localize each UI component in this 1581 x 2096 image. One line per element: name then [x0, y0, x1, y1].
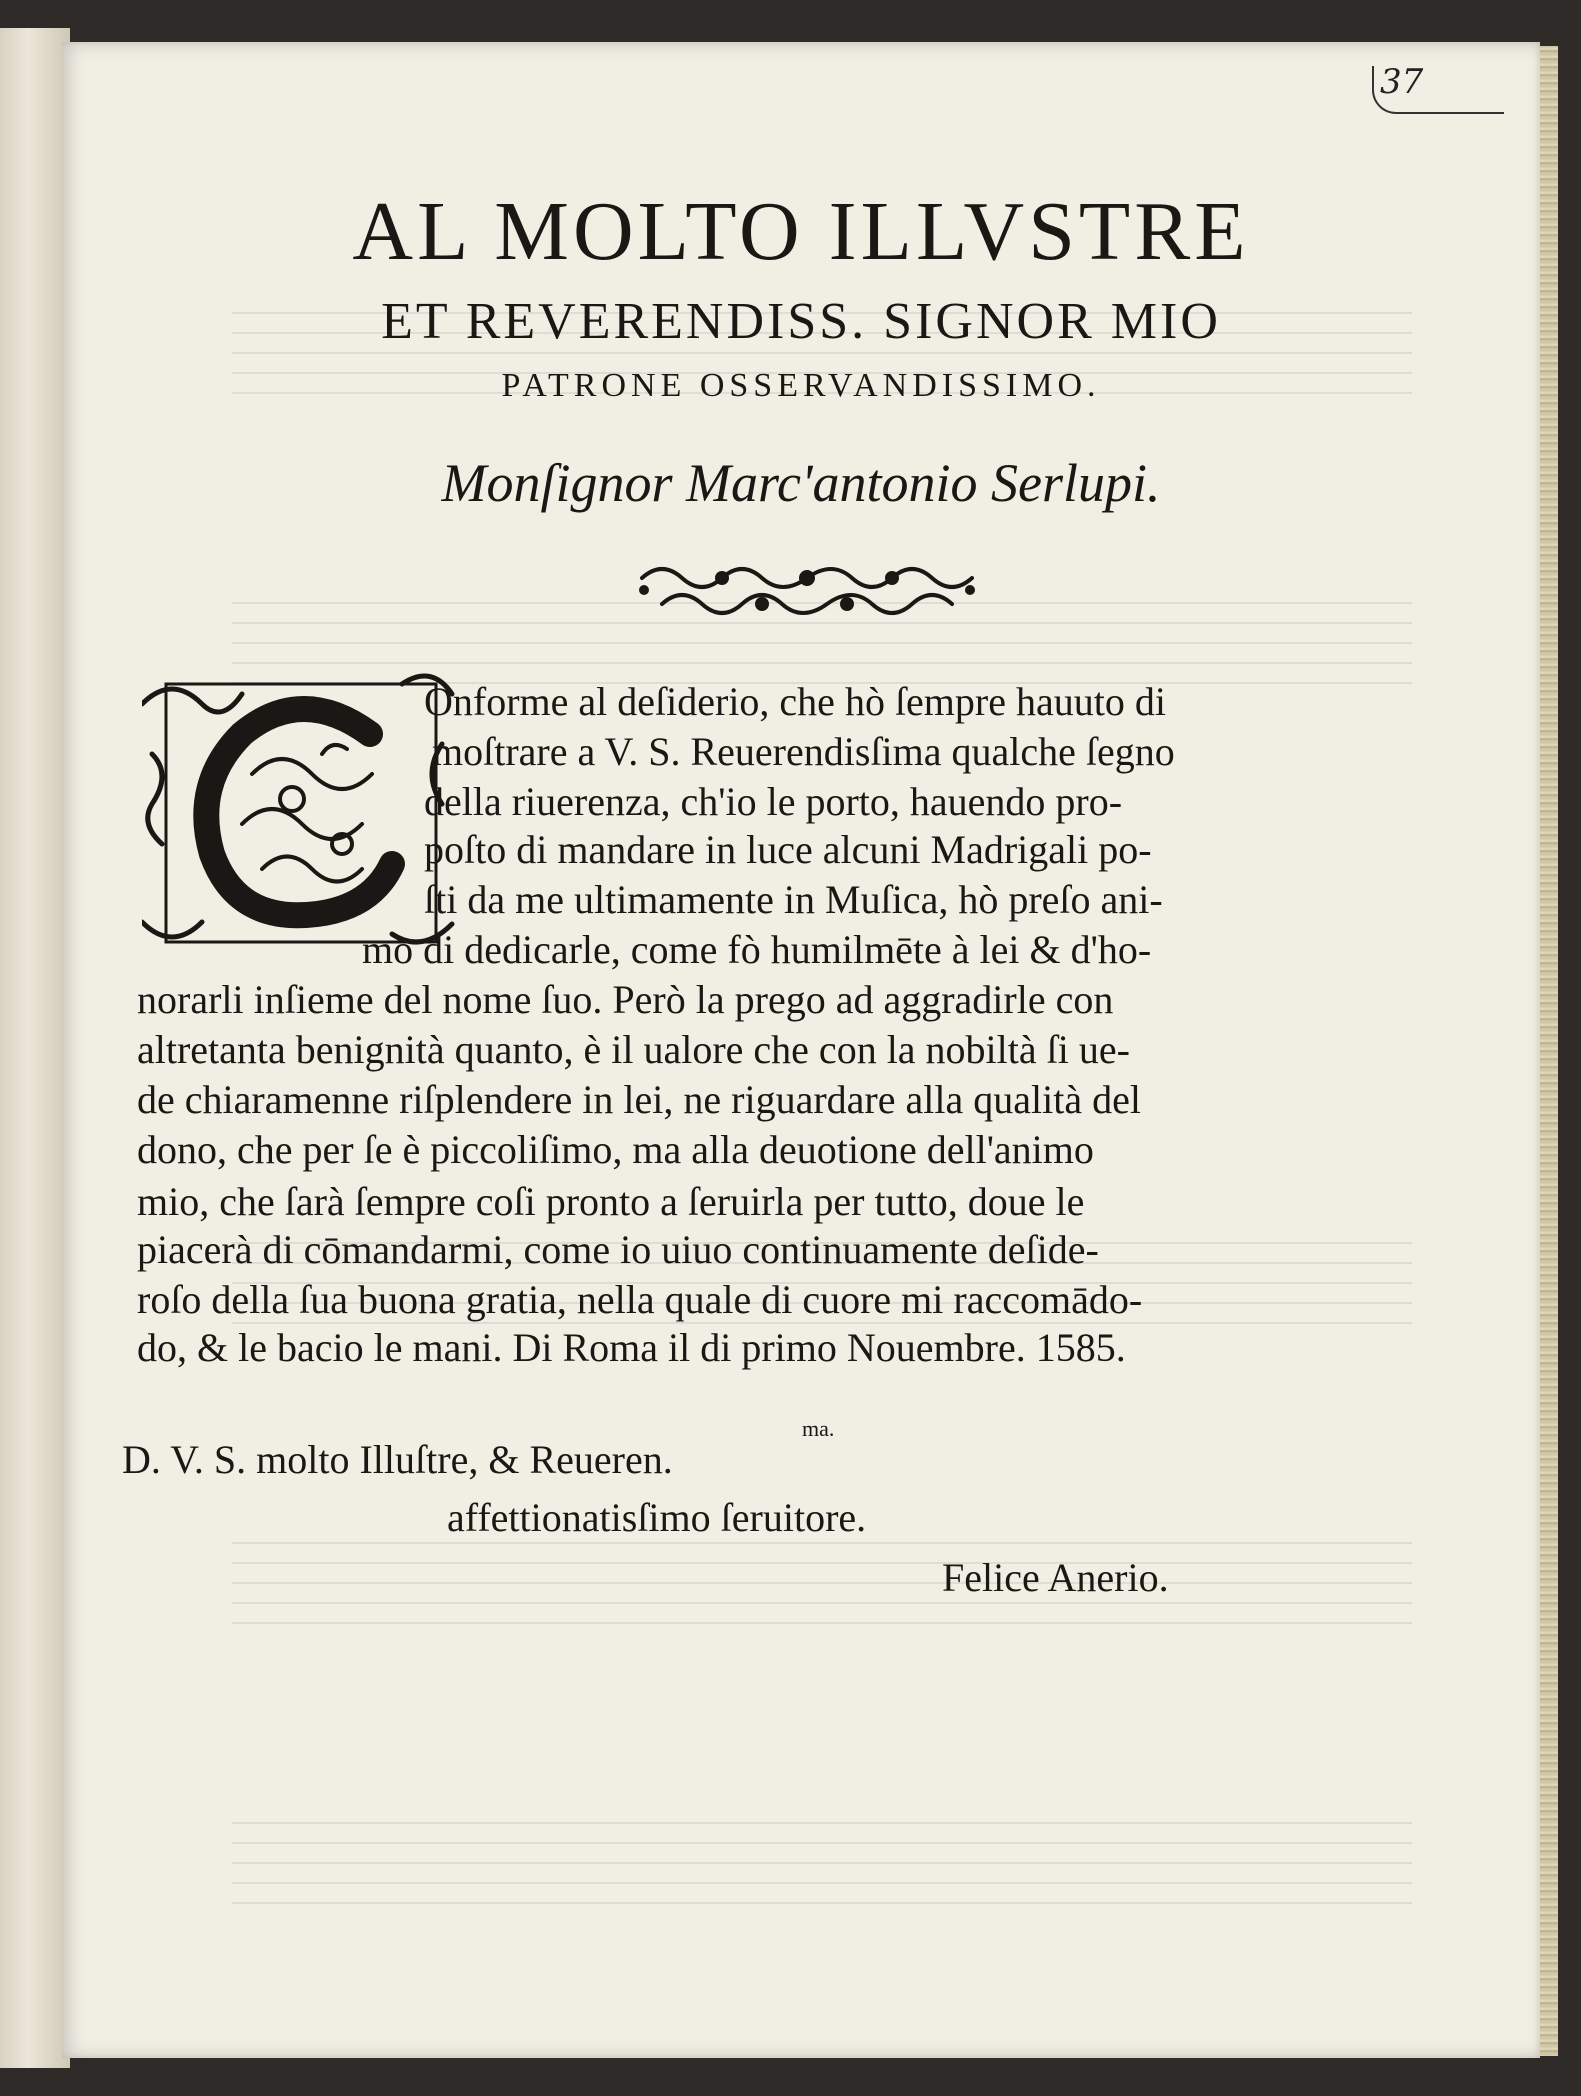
body-line: poſto di mandare in luce alcuni Madrigali po- [424, 827, 1152, 872]
body-line: mio, che ſarà ſempre coſi pronto a ſeruirla per tutto, doue le [137, 1179, 1085, 1224]
fleuron-ornament-icon [632, 550, 982, 626]
body-line: de chiaramenne riſplendere in lei, ne riguardare alla qualità del [137, 1077, 1141, 1122]
body-line: norarli inſieme del nome ſuo. Però la prego ad aggradirle con [137, 977, 1114, 1022]
heading-line-3: PATRONE OSSERVANDISSIMO. [501, 367, 1101, 404]
decorated-initial-c-icon [142, 664, 460, 962]
body-line: mo di dedicarle, come fò humilmēte à lei & d'ho- [362, 927, 1152, 972]
closing-line-2: affettionatisſimo ſeruitore. [447, 1495, 867, 1540]
folio-number: 37 [1380, 62, 1424, 102]
body-line: roſo della ſua buona gratia, nella quale di cuore mi raccomādo- [137, 1277, 1143, 1322]
closing-superscript: ma. [802, 1416, 835, 1441]
heading-line-2: ET REVERENDISS. SIGNOR MIO [381, 293, 1221, 350]
dedication-text [62, 42, 1540, 2058]
body-line: ſti da me ultimamente in Muſica, hò preſo ani- [424, 877, 1163, 922]
signature: Felice Anerio. [942, 1555, 1169, 1600]
body-line: do, & le bacio le mani. Di Roma il di primo Nouembre. 1585. [137, 1325, 1126, 1370]
body-line: altretanta benignità quanto, è il ualore che con la nobiltà ſi ue- [137, 1027, 1130, 1072]
closing-line-1: D. V. S. molto Illuſtre, & Reueren. [122, 1437, 673, 1482]
body-line: moſtrare a V. S. Reuerendisſima qualche ſegno [432, 729, 1175, 774]
facing-page-edge [0, 28, 70, 2068]
body-line: piacerà di cōmandarmi, come io uiuo continuamente deſide- [137, 1227, 1099, 1272]
page-fore-edge [1540, 46, 1558, 2056]
body-line: Onforme al deſiderio, che hò ſempre hauuto di [424, 679, 1166, 724]
dedicatee-name: Monſignor Marc'antonio Serlupi. [441, 453, 1161, 513]
body-line: della riuerenza, ch'io le porto, hauendo pro- [424, 779, 1123, 824]
body-line: dono, che per ſe è piccoliſimo, ma alla deuotione dell'animo [137, 1127, 1094, 1172]
heading-line-1: AL MOLTO ILLVSTRE [352, 185, 1250, 278]
